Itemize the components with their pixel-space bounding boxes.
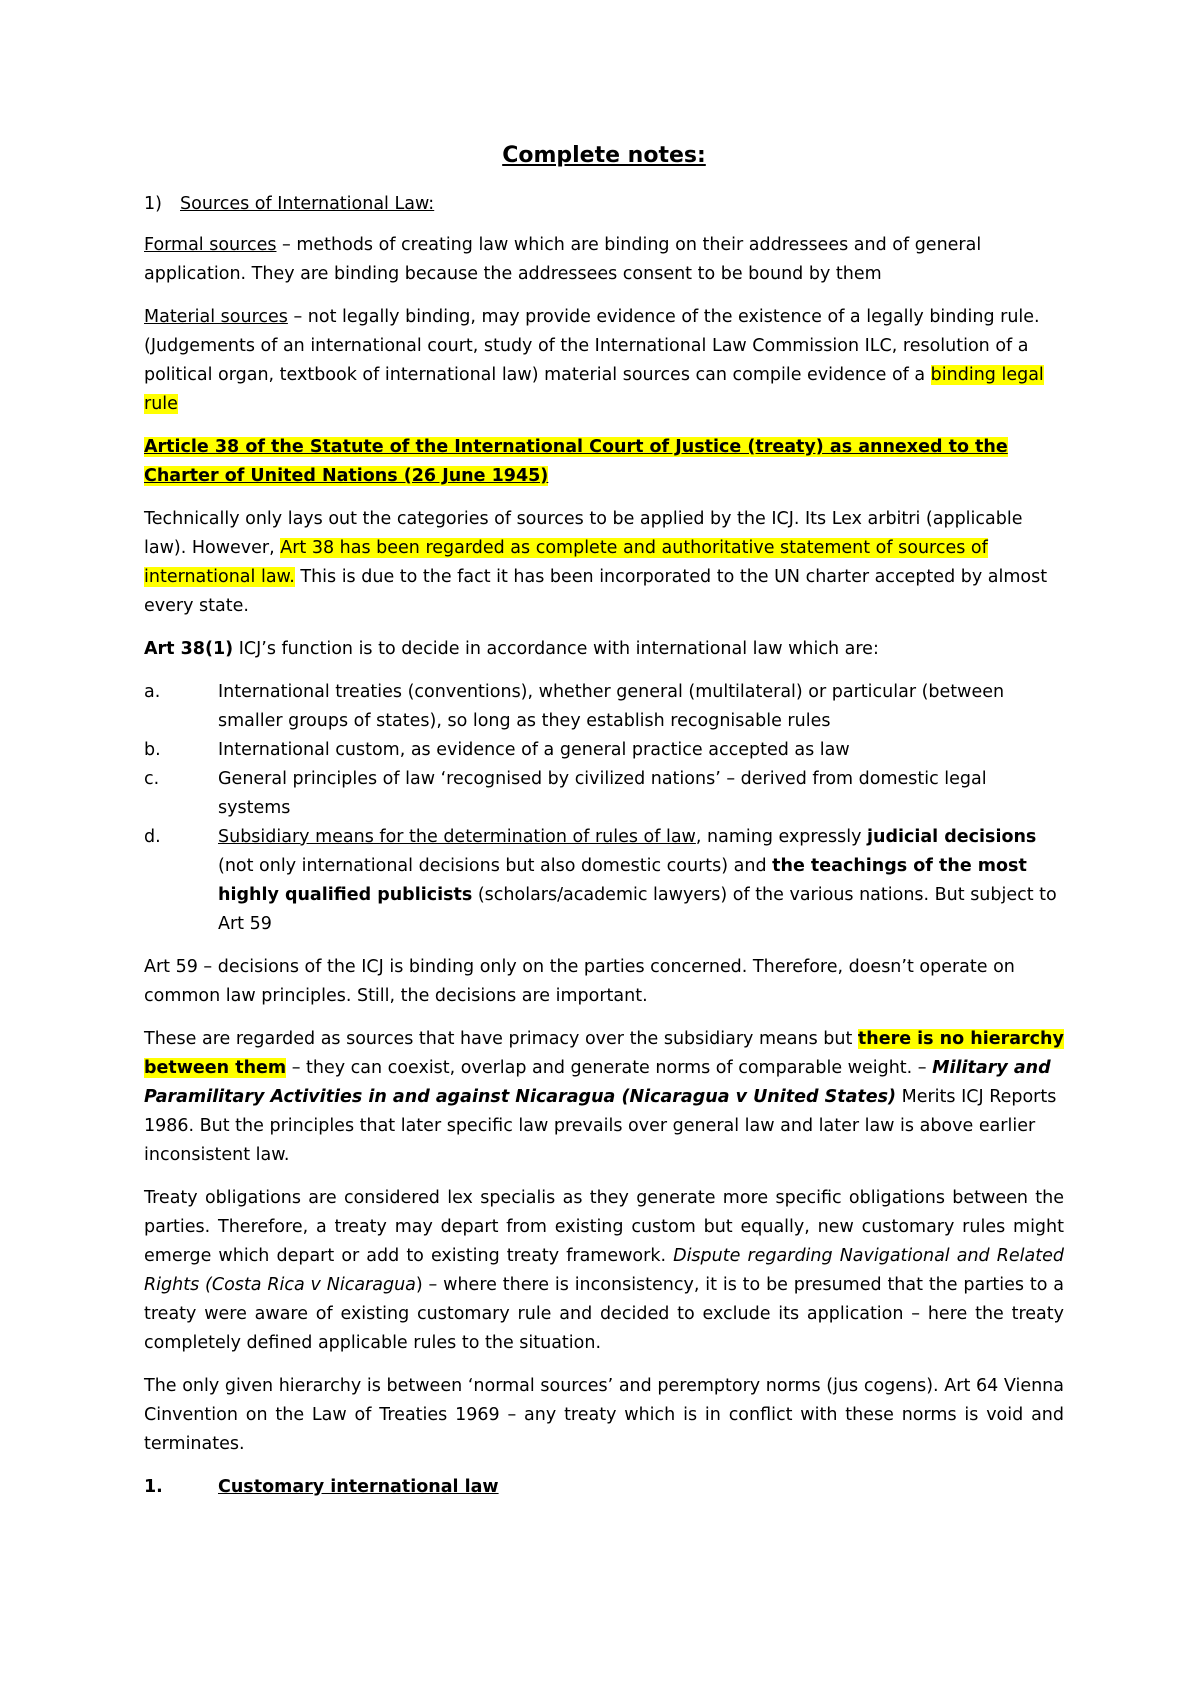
primacy-middle: – they can coexist, overlap and generate norms of comparable weight. – xyxy=(286,1058,933,1078)
list-item-text: International custom, as evidence of a general practice accepted as law xyxy=(218,740,850,760)
document-body xyxy=(144,140,1064,1502)
article-38-heading-text: Article 38 of the Statute of the International Court of Justice (treaty) as annexed to the Charter of United Nations (26 June 1945) xyxy=(144,437,1008,486)
sources-list xyxy=(144,678,1064,939)
list-item-fragment: (not only international decisions but also domestic courts) and xyxy=(218,856,773,876)
highlight-binding-legal-rule: binding legal rule xyxy=(144,365,1044,414)
treaty-intro: Treaty obligations are considered lex specialis as they generate more specific obligations between the parties. Therefore, a treaty may depart from existing custom but equally, new customary rules might emerge which depart or add to existing treaty framework. xyxy=(144,1188,1064,1266)
highlight-no-hierarchy: there is no hierarchy between them xyxy=(144,1029,1064,1078)
list-item xyxy=(144,678,1064,736)
list-item-fragment: (scholars/academic lawyers) of the various nations. But subject to Art 59 xyxy=(218,885,1057,934)
teachings-bold: the teachings of the most highly qualified publicists xyxy=(218,856,1027,905)
paragraph-treaty-obligations xyxy=(144,1184,1064,1358)
primacy-rest: Merits ICJ Reports 1986. But the principles that later specific law prevails over general law and later law is above earlier inconsistent law. xyxy=(144,1087,1057,1165)
paragraph-formal-sources xyxy=(144,231,1064,289)
technically-intro: Technically only lays out the categories of sources to be applied by the ICJ. Its Lex arbitri (applicable law). However, xyxy=(144,509,1023,558)
art-38-1-label: Art 38(1) xyxy=(144,639,234,659)
primacy-intro: These are regarded as sources that have primacy over the subsidiary means but xyxy=(144,1029,858,1049)
paragraph-technically xyxy=(144,505,1064,621)
list-item xyxy=(144,736,1064,765)
term-material-sources: Material sources xyxy=(144,307,288,327)
material-sources-definition: – not legally binding, may provide evidence of the existence of a legally binding rule. (Judgements of an international court, study of the International Law Commission ILC, resolution of a political organ, textbook of international law) material sources can compile evidence of a xyxy=(144,307,1040,385)
art-38-1-text: ICJ’s function is to decide in accordance with international law which are: xyxy=(233,639,879,659)
case-name-costa-rica: Dispute regarding Navigational and Related Rights (Costa Rica v Nicaragua xyxy=(144,1246,1064,1295)
list-marker: b. xyxy=(144,740,161,760)
paragraph-hierarchy: The only given hierarchy is between ‘normal sources’ and peremptory norms (jus cogens). Art 64 Vienna Cinvention on the Law of Treaties 1969 – any treaty which is in conflict with these norms is void and terminates. xyxy=(144,1376,1064,1454)
article-38-heading xyxy=(144,433,1064,491)
section-heading-sources xyxy=(144,190,1064,219)
section-number: 1. xyxy=(144,1477,163,1497)
judicial-decisions-bold: judicial decisions xyxy=(867,827,1037,847)
list-item-text xyxy=(218,823,1064,939)
section-heading-customary xyxy=(144,1473,1064,1502)
paragraph-art-38-1 xyxy=(144,635,1064,664)
paragraph-primacy xyxy=(144,1025,1064,1170)
treaty-rest: ) – where there is inconsistency, it is to be presumed that the parties to a treaty were aware of existing customary rule and decided to exclude its application – here the treaty completely defined applicable rules to the situation. xyxy=(144,1275,1064,1353)
list-item-fragment: , naming expressly xyxy=(695,827,868,847)
paragraph-art-59: Art 59 – decisions of the ICJ is binding only on the parties concerned. Therefore, doesn’t operate on common law principles. Still, the decisions are important. xyxy=(144,957,1015,1006)
list-marker: c. xyxy=(144,769,160,789)
case-name-nicaragua: Military and Paramilitary Activities in and against Nicaragua (Nicaragua v United States) xyxy=(144,1058,1051,1107)
section-title: Customary international law xyxy=(218,1477,499,1497)
list-marker: d. xyxy=(144,827,161,847)
section-number: 1) xyxy=(144,194,162,214)
list-marker: a. xyxy=(144,682,161,702)
list-item-text: General principles of law ‘recognised by civilized nations’ – derived from domestic legal systems xyxy=(218,769,987,818)
page-title: Complete notes: xyxy=(502,143,706,168)
section-title: Sources of International Law: xyxy=(180,194,435,214)
subsidiary-means-underlined: Subsidiary means for the determination of rules of law xyxy=(218,827,696,847)
highlight-art-38-statement: Art 38 has been regarded as complete and authoritative statement of sources of international law. xyxy=(144,538,988,587)
paragraph-material-sources xyxy=(144,303,1064,419)
formal-sources-definition: – methods of creating law which are binding on their addressees and of general application. They are binding because the addressees consent to be bound by them xyxy=(144,235,982,284)
list-item-text: International treaties (conventions), whether general (multilateral) or particular (between smaller groups of states), so long as they establish recognisable rules xyxy=(218,682,1005,731)
list-item xyxy=(144,823,1064,939)
term-formal-sources: Formal sources xyxy=(144,235,277,255)
list-item xyxy=(144,765,1064,823)
technically-rest: This is due to the fact it has been incorporated to the UN charter accepted by almost every state. xyxy=(144,567,1048,616)
